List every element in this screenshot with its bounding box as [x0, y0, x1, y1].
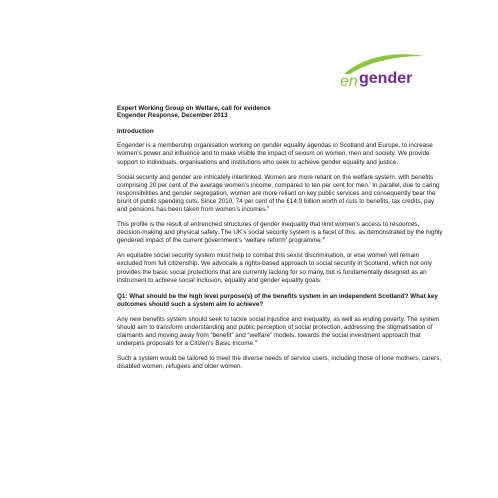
title-line-2: Engender Response, December 2013 [117, 112, 228, 120]
document-title [117, 105, 445, 120]
engender-logo-graphic [338, 50, 430, 92]
paragraph-text: In parallel, due to caring responsibilities and gender segregation, women are more reliant on key public services and consequently bear the brunt of public spending cuts. Since 2010, 74 per cent of the £14.9 billion worth of cuts to benefits, tax credits, pay and pensions has been taken from women’s incomes. [117, 181, 440, 213]
paragraph-new-benefits-system [117, 316, 445, 348]
paragraph-social-security-gender [117, 174, 445, 214]
paragraph-tailored-system: Such a system would be tailored to meet the diverse needs of service users, including those of lone mothers, carers, disabled women, refugees and older women. [117, 355, 442, 371]
introduction-heading: Introduction [117, 127, 154, 135]
footnote-marker: iii [322, 235, 326, 241]
paragraph-equitable-system: An equitable social security system must help to combat this sexist discrimination, or else women will remain excluded from full citizenship. We advocate a rights-based approach to social security in Scotland, which not only provides the basic social protections that are currently lacking for so many, but is fundamentally designed as an instrument to achieve social inclusion, equality and gender equality goals. [117, 252, 432, 284]
paragraph-gender-inequality [117, 221, 445, 245]
engender-logo [338, 50, 430, 92]
footnote-marker: iv [254, 337, 258, 343]
paragraph-text: This profile is the result of entrenched structures of gender inequality that limit women’s access to resources, decision-making and physical safety. The UK’s social security system is a facet of this, as demonstrated by the highly gendered impact of the current government’s ‘welfare reform’ programme. [117, 221, 443, 245]
footnote-marker: i [369, 179, 371, 185]
footnote-marker: ii [267, 203, 269, 209]
question-1-heading: Q1: What should be the high level purpose(s) of the benefits system in an independent Scotland? What key outcomes should such a system aim to achieve? [117, 292, 438, 308]
document-body [117, 105, 445, 378]
title-line-1: Expert Working Group on Welfare, call for evidence [117, 105, 271, 112]
paragraph-text: Any new benefits system should seek to tackle social injustice and inequality, as well as ending poverty. The system should aim to transform understanding and public perception of social protection, addressing the stigmatisation of claimants and moving away from “benefit” and “welfare” models, towards the social investment approach that underpins proposals for a Citizen’s Basic Income. [117, 315, 440, 347]
logo-text-gender: gender [359, 70, 413, 87]
paragraph-text: Social security and gender are intricately interlinked. Women are more reliant on the welfare system, with benefits comprising 20 per cent of the average women’s income, compared to ten per cent for men. [117, 173, 434, 189]
logo-text-en: en [340, 73, 358, 90]
paragraph-about-engender: Engender is a membership organisation working on gender equality agendas in Scotland and Europe, to increase women’s power and influence and to make visible the impact of sexism on women, men and society. We provide support to individuals, organisations and institutions who seek to achieve gender equality and justice. [117, 142, 433, 166]
